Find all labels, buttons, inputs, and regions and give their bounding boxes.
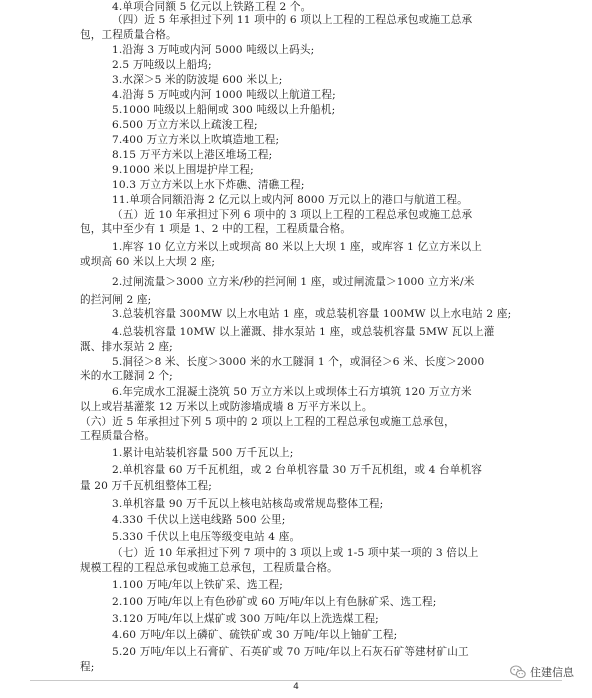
text-line: 4.单项合同额 5 亿元以上铁路工程 2 个。: [112, 1, 312, 13]
text-line: 9.1000 米以上围堤护岸工程;: [112, 164, 254, 176]
text-line: 3.水深＞5 米的防波堤 600 米以上;: [112, 74, 283, 86]
text-line: 包，工程质量合格。: [80, 29, 177, 41]
text-line: 2.5 万吨级以上船坞;: [112, 59, 212, 71]
text-line: 3.总装机容量 300MW 以上水电站 1 座，或总装机容量 100MW 以上水电站 2 座;: [112, 308, 512, 320]
text-line: 7.400 万立方米以上吹填造地工程;: [112, 134, 280, 146]
text-line: 以上或岩基灌浆 12 万米以上或防渗墙成墙 8 万平方米以上。: [80, 401, 373, 413]
text-line: 规模工程的工程总承包或施工总承包，工程质量合格。: [80, 562, 338, 574]
text-line: （七）近 10 年承担过下列 7 项中的 3 项以上或 1-5 项中某一项的 3 倍以上: [112, 547, 479, 559]
wechat-icon: [510, 665, 526, 679]
text-line: 3.单机容量 90 万千瓦以上核电站核岛或常规岛整体工程;: [112, 498, 384, 510]
text-line: 程;: [80, 661, 95, 673]
page-number: 4: [293, 682, 299, 692]
text-line: 米的水工隧洞 2 个;: [80, 370, 173, 382]
text-line: （六）近 5 年承担过下列 5 项中的 2 项以上工程的工程总承包或施工总承包，: [80, 416, 455, 428]
text-line: 4.总装机容量 10MW 以上灌溉、排水泵站 1 座，或总装机容量 5MW 瓦以上灌: [112, 326, 495, 338]
text-line: （四）近 5 年承担过下列 11 项中的 6 项以上工程的工程总承包或施工总承: [112, 14, 473, 26]
text-line: 或坝高 60 米以上大坝 2 座;: [80, 256, 216, 268]
text-line: （五）近 10 年承担过下列 6 项中的 3 项以上工程的工程总承包或施工总承: [112, 209, 473, 221]
text-line: 2.100 万吨/年以上有色砂矿或 60 万吨/年以上有色脉矿采、选工程;: [112, 596, 437, 608]
text-line: 的拦河闸 2 座;: [80, 294, 152, 306]
text-line: 4.330 千伏以上送电线路 500 公里;: [112, 514, 286, 526]
text-line: 8.15 万平方米以上港区堆场工程;: [112, 149, 273, 161]
watermark-text: 住建信息: [530, 666, 574, 679]
text-line: 5.330 千伏以上电压等级变电站 4 座。: [112, 531, 301, 543]
text-line: 10.3 万立方米以上水下炸礁、清礁工程;: [112, 179, 305, 191]
watermark: [510, 664, 574, 680]
text-line: 5.洞径＞8 米、长度＞3000 米的水工隧洞 1 个，或洞径＞6 米、长度＞2000: [112, 356, 485, 368]
text-line: 4.60 万吨/年以上磷矿、硫铁矿或 30 万吨/年以上铀矿工程;: [112, 629, 398, 641]
text-line: 6.年完成水工混凝土浇筑 50 万立方米以上或坝体土石方填筑 120 万立方米: [112, 386, 472, 398]
text-line: 2.过闸流量＞3000 立方米/秒的拦河闸 1 座，或过闸流量＞1000 立方米/米: [112, 276, 475, 288]
text-line: 2.单机容量 60 万千瓦机组，或 2 台单机容量 30 万千瓦机组，或 4 台单机容: [112, 464, 482, 476]
text-line: 5.20 万吨/年以上石膏矿、石英矿或 70 万吨/年以上石灰石矿等建材矿山工: [112, 646, 469, 658]
text-line: 3.120 万吨/年以上煤矿或 300 万吨/年以上洗选煤工程;: [112, 613, 379, 625]
text-line: 4.沿海 5 万吨或内河 1000 吨级以上航道工程;: [112, 89, 336, 101]
text-line: 溉、排水泵站 2 座;: [80, 341, 173, 353]
text-line: 包，其中至少有 1 项是 1、2 中的工程，工程质量合格。: [80, 223, 352, 235]
text-line: 6.500 万立方米以上疏浚工程;: [112, 119, 258, 131]
text-line: 1.100 万吨/年以上铁矿采、选工程;: [112, 579, 283, 591]
text-line: 5.1000 吨级以上船闸或 300 吨级以上升船机;: [112, 104, 336, 116]
text-line: 1.累计电站装机容量 500 万千瓦以上;: [112, 447, 294, 459]
text-line: 11.单项合同额沿海 2 亿元以上或内河 8000 万元以上的港口与航道工程。: [112, 194, 468, 206]
text-line: 1.沿海 3 万吨或内河 5000 吨级以上码头;: [112, 44, 315, 56]
text-line: 量 20 万千瓦机组整体工程;: [80, 480, 212, 492]
text-line: 工程质量合格。: [80, 430, 156, 442]
footer-divider: [30, 680, 562, 681]
text-line: 1.库容 10 亿立方米以上或坝高 80 米以上大坝 1 座，或库容 1 亿立方米以上: [112, 241, 482, 253]
